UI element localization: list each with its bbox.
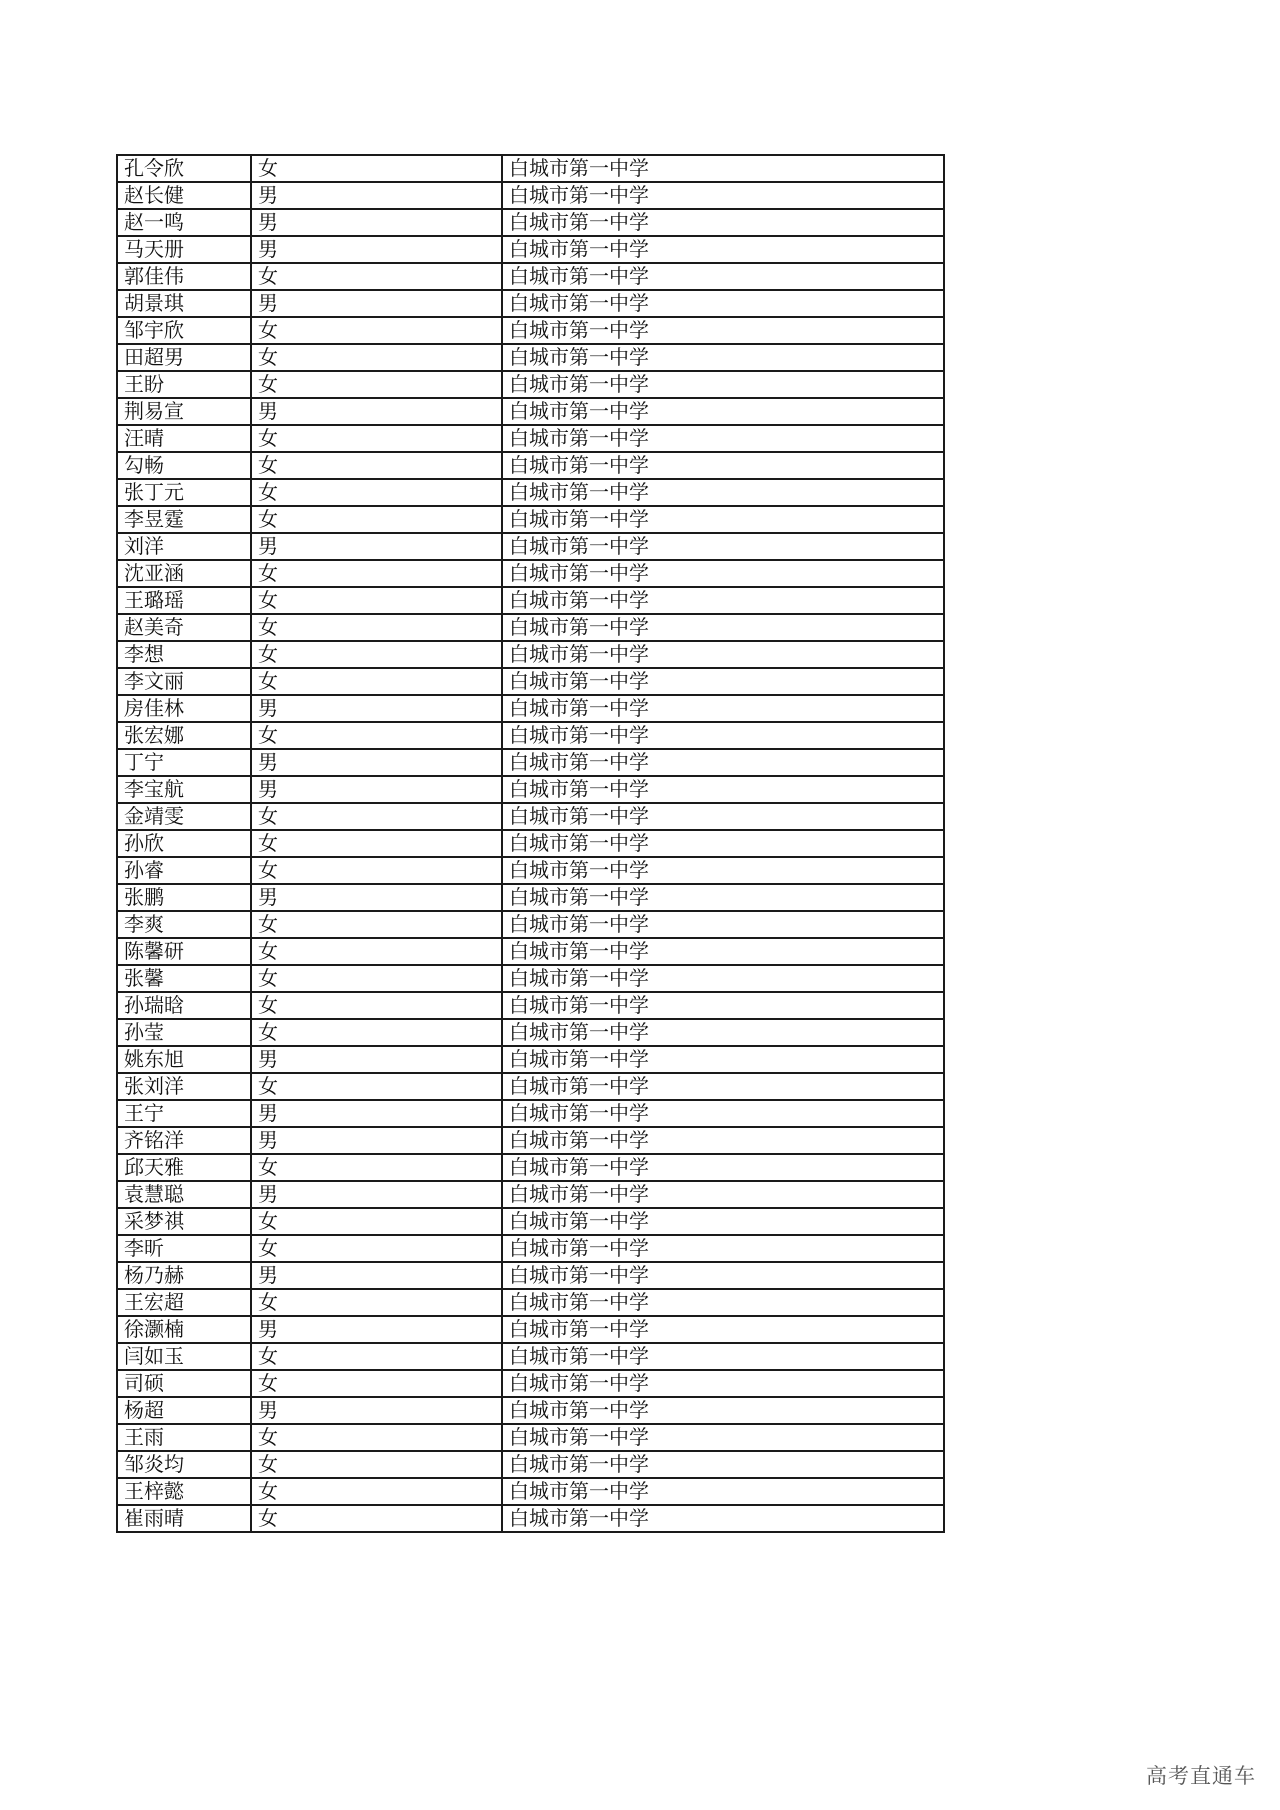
school-cell: 白城市第一中学	[502, 1019, 944, 1046]
name-cell: 司硕	[117, 1370, 251, 1397]
school-cell: 白城市第一中学	[502, 263, 944, 290]
table-row	[117, 1505, 944, 1532]
school-cell: 白城市第一中学	[502, 749, 944, 776]
school-cell: 白城市第一中学	[502, 290, 944, 317]
gender-cell: 女	[251, 587, 502, 614]
school-cell: 白城市第一中学	[502, 803, 944, 830]
table-row	[117, 587, 944, 614]
table-row	[117, 479, 944, 506]
gender-cell: 男	[251, 398, 502, 425]
name-cell: 陈馨研	[117, 938, 251, 965]
roster-body	[117, 155, 944, 1532]
school-cell: 白城市第一中学	[502, 1208, 944, 1235]
name-cell: 李昕	[117, 1235, 251, 1262]
name-cell: 李想	[117, 641, 251, 668]
table-row	[117, 398, 944, 425]
table-row	[117, 290, 944, 317]
gender-cell: 男	[251, 776, 502, 803]
table-row	[117, 1073, 944, 1100]
name-cell: 胡景琪	[117, 290, 251, 317]
school-cell: 白城市第一中学	[502, 506, 944, 533]
gender-cell: 女	[251, 1208, 502, 1235]
name-cell: 张丁元	[117, 479, 251, 506]
table-row	[117, 1046, 944, 1073]
table-row	[117, 1289, 944, 1316]
name-cell: 汪晴	[117, 425, 251, 452]
gender-cell: 女	[251, 992, 502, 1019]
name-cell: 王璐瑶	[117, 587, 251, 614]
name-cell: 王梓懿	[117, 1478, 251, 1505]
gender-cell: 女	[251, 1073, 502, 1100]
name-cell: 丁宁	[117, 749, 251, 776]
gender-cell: 女	[251, 668, 502, 695]
name-cell: 张馨	[117, 965, 251, 992]
table-row	[117, 1451, 944, 1478]
table-row	[117, 695, 944, 722]
gender-cell: 女	[251, 722, 502, 749]
table-row	[117, 722, 944, 749]
table-row	[117, 992, 944, 1019]
gender-cell: 女	[251, 371, 502, 398]
school-cell: 白城市第一中学	[502, 1451, 944, 1478]
table-row	[117, 749, 944, 776]
school-cell: 白城市第一中学	[502, 614, 944, 641]
name-cell: 李昱霆	[117, 506, 251, 533]
table-row	[117, 155, 944, 182]
table-row	[117, 668, 944, 695]
gender-cell: 男	[251, 884, 502, 911]
name-cell: 张鹏	[117, 884, 251, 911]
school-cell: 白城市第一中学	[502, 911, 944, 938]
name-cell: 王宏超	[117, 1289, 251, 1316]
gender-cell: 男	[251, 209, 502, 236]
school-cell: 白城市第一中学	[502, 668, 944, 695]
table-row	[117, 209, 944, 236]
table-row	[117, 452, 944, 479]
gender-cell: 女	[251, 506, 502, 533]
name-cell: 李文丽	[117, 668, 251, 695]
gender-cell: 女	[251, 1424, 502, 1451]
gender-cell: 男	[251, 1316, 502, 1343]
table-row	[117, 1343, 944, 1370]
table-row	[117, 965, 944, 992]
name-cell: 孙瑞晗	[117, 992, 251, 1019]
school-cell: 白城市第一中学	[502, 1343, 944, 1370]
table-row	[117, 1208, 944, 1235]
school-cell: 白城市第一中学	[502, 722, 944, 749]
table-row	[117, 425, 944, 452]
gender-cell: 女	[251, 857, 502, 884]
gender-cell: 男	[251, 1046, 502, 1073]
table-row	[117, 641, 944, 668]
name-cell: 王宁	[117, 1100, 251, 1127]
table-row	[117, 182, 944, 209]
school-cell: 白城市第一中学	[502, 317, 944, 344]
name-cell: 邱天雅	[117, 1154, 251, 1181]
gender-cell: 女	[251, 614, 502, 641]
name-cell: 郭佳伟	[117, 263, 251, 290]
school-cell: 白城市第一中学	[502, 884, 944, 911]
gender-cell: 女	[251, 560, 502, 587]
table-row	[117, 857, 944, 884]
table-row	[117, 1316, 944, 1343]
gender-cell: 女	[251, 344, 502, 371]
name-cell: 李爽	[117, 911, 251, 938]
school-cell: 白城市第一中学	[502, 452, 944, 479]
gender-cell: 女	[251, 1451, 502, 1478]
gender-cell: 女	[251, 317, 502, 344]
school-cell: 白城市第一中学	[502, 1478, 944, 1505]
table-row	[117, 317, 944, 344]
gender-cell: 女	[251, 1154, 502, 1181]
school-cell: 白城市第一中学	[502, 830, 944, 857]
school-cell: 白城市第一中学	[502, 1370, 944, 1397]
school-cell: 白城市第一中学	[502, 1127, 944, 1154]
name-cell: 赵一鸣	[117, 209, 251, 236]
school-cell: 白城市第一中学	[502, 533, 944, 560]
school-cell: 白城市第一中学	[502, 155, 944, 182]
school-cell: 白城市第一中学	[502, 479, 944, 506]
school-cell: 白城市第一中学	[502, 1100, 944, 1127]
gender-cell: 男	[251, 236, 502, 263]
table-row	[117, 1478, 944, 1505]
gender-cell: 女	[251, 1019, 502, 1046]
table-row	[117, 1370, 944, 1397]
table-row	[117, 1100, 944, 1127]
name-cell: 孔令欣	[117, 155, 251, 182]
name-cell: 赵美奇	[117, 614, 251, 641]
school-cell: 白城市第一中学	[502, 398, 944, 425]
table-row	[117, 830, 944, 857]
school-cell: 白城市第一中学	[502, 1154, 944, 1181]
gender-cell: 男	[251, 1262, 502, 1289]
name-cell: 荆易宣	[117, 398, 251, 425]
name-cell: 邹炎均	[117, 1451, 251, 1478]
name-cell: 袁慧聪	[117, 1181, 251, 1208]
gender-cell: 女	[251, 1235, 502, 1262]
gender-cell: 女	[251, 803, 502, 830]
gender-cell: 男	[251, 290, 502, 317]
gender-cell: 男	[251, 1397, 502, 1424]
gender-cell: 女	[251, 911, 502, 938]
name-cell: 李宝航	[117, 776, 251, 803]
school-cell: 白城市第一中学	[502, 182, 944, 209]
name-cell: 金靖雯	[117, 803, 251, 830]
school-cell: 白城市第一中学	[502, 1046, 944, 1073]
gender-cell: 女	[251, 263, 502, 290]
school-cell: 白城市第一中学	[502, 1181, 944, 1208]
school-cell: 白城市第一中学	[502, 1505, 944, 1532]
gender-cell: 男	[251, 749, 502, 776]
name-cell: 刘洋	[117, 533, 251, 560]
table-row	[117, 614, 944, 641]
gender-cell: 女	[251, 1370, 502, 1397]
table-row	[117, 371, 944, 398]
school-cell: 白城市第一中学	[502, 776, 944, 803]
school-cell: 白城市第一中学	[502, 425, 944, 452]
school-cell: 白城市第一中学	[502, 560, 944, 587]
gender-cell: 女	[251, 479, 502, 506]
table-row	[117, 533, 944, 560]
gender-cell: 女	[251, 1505, 502, 1532]
table-row	[117, 1262, 944, 1289]
school-cell: 白城市第一中学	[502, 992, 944, 1019]
school-cell: 白城市第一中学	[502, 587, 944, 614]
school-cell: 白城市第一中学	[502, 1289, 944, 1316]
name-cell: 齐铭洋	[117, 1127, 251, 1154]
name-cell: 徐灏楠	[117, 1316, 251, 1343]
name-cell: 王盼	[117, 371, 251, 398]
table-row	[117, 1181, 944, 1208]
name-cell: 姚东旭	[117, 1046, 251, 1073]
name-cell: 田超男	[117, 344, 251, 371]
school-cell: 白城市第一中学	[502, 1316, 944, 1343]
name-cell: 勾畅	[117, 452, 251, 479]
name-cell: 沈亚涵	[117, 560, 251, 587]
gender-cell: 男	[251, 1100, 502, 1127]
table-row	[117, 884, 944, 911]
table-row	[117, 776, 944, 803]
gender-cell: 女	[251, 965, 502, 992]
gender-cell: 男	[251, 695, 502, 722]
school-cell: 白城市第一中学	[502, 236, 944, 263]
school-cell: 白城市第一中学	[502, 1397, 944, 1424]
name-cell: 闫如玉	[117, 1343, 251, 1370]
school-cell: 白城市第一中学	[502, 344, 944, 371]
school-cell: 白城市第一中学	[502, 641, 944, 668]
gender-cell: 女	[251, 1343, 502, 1370]
watermark-text: 高考直通车	[1146, 1764, 1256, 1788]
name-cell: 杨超	[117, 1397, 251, 1424]
table-row	[117, 560, 944, 587]
name-cell: 邹宇欣	[117, 317, 251, 344]
gender-cell: 女	[251, 452, 502, 479]
table-row	[117, 803, 944, 830]
name-cell: 赵长健	[117, 182, 251, 209]
school-cell: 白城市第一中学	[502, 371, 944, 398]
school-cell: 白城市第一中学	[502, 938, 944, 965]
table-row	[117, 236, 944, 263]
table-row	[117, 506, 944, 533]
gender-cell: 男	[251, 1127, 502, 1154]
school-cell: 白城市第一中学	[502, 695, 944, 722]
name-cell: 孙欣	[117, 830, 251, 857]
table-row	[117, 1127, 944, 1154]
table-row	[117, 1019, 944, 1046]
table-row	[117, 1235, 944, 1262]
name-cell: 马天册	[117, 236, 251, 263]
school-cell: 白城市第一中学	[502, 1073, 944, 1100]
gender-cell: 女	[251, 641, 502, 668]
school-cell: 白城市第一中学	[502, 965, 944, 992]
table-row	[117, 344, 944, 371]
school-cell: 白城市第一中学	[502, 209, 944, 236]
name-cell: 采梦祺	[117, 1208, 251, 1235]
school-cell: 白城市第一中学	[502, 857, 944, 884]
name-cell: 孙莹	[117, 1019, 251, 1046]
gender-cell: 女	[251, 830, 502, 857]
name-cell: 杨乃赫	[117, 1262, 251, 1289]
table-row	[117, 1154, 944, 1181]
school-cell: 白城市第一中学	[502, 1235, 944, 1262]
name-cell: 张刘洋	[117, 1073, 251, 1100]
gender-cell: 男	[251, 533, 502, 560]
table-row	[117, 263, 944, 290]
name-cell: 房佳林	[117, 695, 251, 722]
gender-cell: 女	[251, 1478, 502, 1505]
table-row	[117, 1424, 944, 1451]
roster-table	[116, 154, 945, 1533]
gender-cell: 女	[251, 938, 502, 965]
table-row	[117, 911, 944, 938]
name-cell: 孙睿	[117, 857, 251, 884]
gender-cell: 女	[251, 1289, 502, 1316]
gender-cell: 男	[251, 182, 502, 209]
name-cell: 张宏娜	[117, 722, 251, 749]
name-cell: 崔雨晴	[117, 1505, 251, 1532]
school-cell: 白城市第一中学	[502, 1424, 944, 1451]
gender-cell: 女	[251, 155, 502, 182]
gender-cell: 女	[251, 425, 502, 452]
table-row	[117, 938, 944, 965]
school-cell: 白城市第一中学	[502, 1262, 944, 1289]
gender-cell: 男	[251, 1181, 502, 1208]
table-row	[117, 1397, 944, 1424]
name-cell: 王雨	[117, 1424, 251, 1451]
